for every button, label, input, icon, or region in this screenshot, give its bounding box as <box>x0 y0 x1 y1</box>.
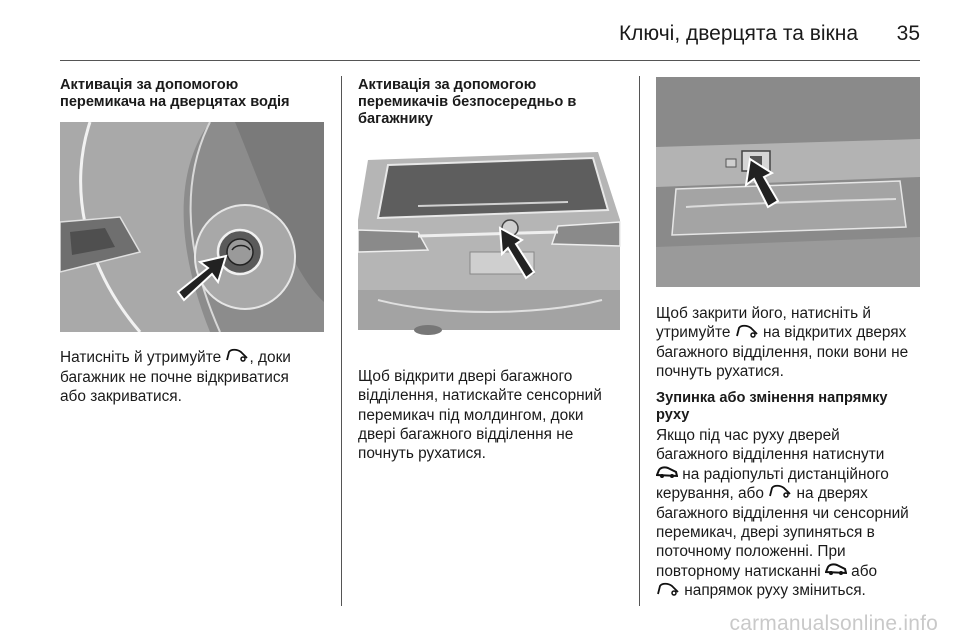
section-heading <box>656 390 941 424</box>
text-span: Якщо під час руху дверей <box>656 427 840 444</box>
text-span: на дверях <box>792 485 868 503</box>
text-span: на радіопульті дистанційного <box>678 465 889 483</box>
text-span: багажник не почне відкриватися <box>60 368 289 386</box>
text-span: багажного відділення натиснути <box>656 446 885 464</box>
tailgate-interior-drawing <box>656 77 920 287</box>
heading-line: Активація за допомогою <box>60 77 239 93</box>
text-span: або закриватися. <box>60 387 182 405</box>
heading-line: перемикача на дверцятах водія <box>60 94 290 110</box>
instruction-text <box>60 348 335 406</box>
instruction-text <box>358 367 638 463</box>
tailgate-switch-illustration <box>358 140 622 345</box>
header-rule <box>60 60 920 61</box>
text-span: або <box>846 562 878 580</box>
door-panel-drawing <box>60 122 324 332</box>
tailgate-icon <box>768 484 792 503</box>
page-number: 35 <box>896 22 920 45</box>
remote-car-icon <box>656 465 678 484</box>
text-span: почнуть рухатися. <box>656 363 784 381</box>
page-title: Ключі, дверцята та вікна <box>618 22 858 45</box>
heading-line: руху <box>656 407 690 423</box>
tailgate-icon <box>225 348 249 367</box>
text-span: , доки <box>249 349 291 366</box>
text-span: утримуйте <box>656 324 735 342</box>
car-rear-drawing <box>358 140 622 345</box>
tailgate-icon <box>735 324 759 343</box>
watermark: carmanualsonline.info <box>729 612 938 635</box>
heading-line: Активація за допомогою <box>358 77 537 93</box>
column-divider <box>341 76 342 606</box>
heading-line: Зупинка або змінення напрямку <box>656 390 888 406</box>
text-span: багажного відділення чи сенсорний <box>656 504 909 522</box>
text-line: відділення, натискайте сенсорний <box>358 387 602 405</box>
text-span: повторному натисканні <box>656 562 825 580</box>
text-span: напрямок руху зміниться. <box>680 582 866 600</box>
text-line: перемикач під молдингом, доки <box>358 406 584 424</box>
text-line: двері багажного відділення не <box>358 425 574 443</box>
column-divider <box>639 76 640 606</box>
tailgate-icon <box>656 582 680 601</box>
tailgate-close-button-illustration <box>656 77 920 287</box>
text-span: на відкритих дверях <box>758 324 907 342</box>
text-span: багажного відділення, поки вони не <box>656 343 909 361</box>
remote-car-icon <box>825 562 847 581</box>
section-heading <box>358 77 628 128</box>
heading-line: багажнику <box>358 111 433 127</box>
text-span: перемикач, двері зупиняться в <box>656 524 875 542</box>
text-span: поточному положенні. При <box>656 543 846 561</box>
section-heading <box>60 77 330 111</box>
heading-line: перемикачів безпосередньо в <box>358 94 577 110</box>
close-instruction-text <box>656 304 941 381</box>
stop-reverse-text <box>656 426 941 601</box>
page-header <box>60 0 920 62</box>
text-line: почнуть рухатися. <box>358 445 486 463</box>
text-span: Натисніть й утримуйте <box>60 349 226 366</box>
text-span: керування, або <box>656 485 769 503</box>
text-span: Щоб закрити його, натисніть й <box>656 305 871 322</box>
driver-door-switch-illustration <box>60 122 324 332</box>
text-line: Щоб відкрити двері багажного <box>358 368 573 385</box>
